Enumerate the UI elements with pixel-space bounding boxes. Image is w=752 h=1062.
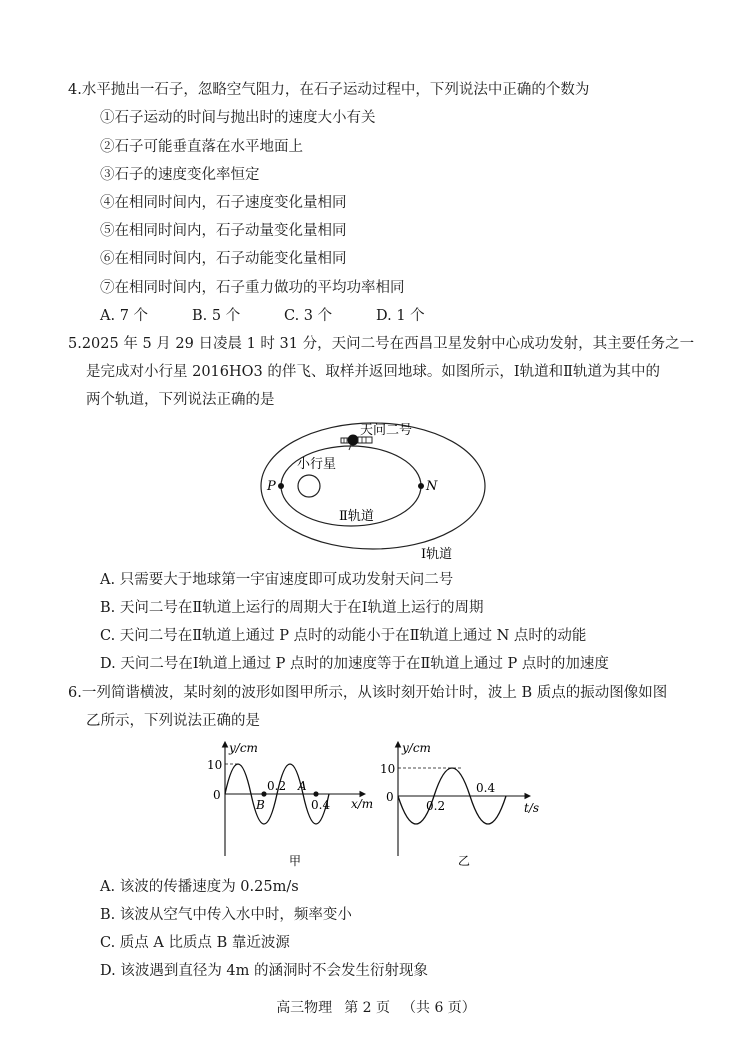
jia-point-a bbox=[313, 791, 318, 796]
orbit-2-label: Ⅱ轨道 bbox=[339, 509, 374, 524]
q5-stem-line1: 5.2025 年 5 月 29 日凌晨 1 时 31 分，天问二号在西昌卫星发射中心成功发射，其主要任务之一 bbox=[68, 336, 695, 352]
point-n-dot bbox=[418, 483, 424, 489]
q4-statement-2: ②石子可能垂直落在水平地面上 bbox=[100, 139, 303, 155]
yi-ytick: 10 bbox=[380, 762, 396, 776]
q4-stem: 4.水平抛出一石子，忽略空气阻力，在石子运动过程中，下列说法中正确的个数为 bbox=[68, 82, 590, 98]
q4-statement-7: ⑦在相同时间内，石子重力做功的平均功率相同 bbox=[100, 280, 405, 296]
jia-point-b bbox=[261, 791, 266, 796]
orbit-diagram bbox=[255, 418, 515, 566]
yi-caption: 乙 bbox=[458, 854, 471, 868]
jia-label-a: A bbox=[298, 779, 307, 793]
point-p-label: P bbox=[267, 479, 276, 494]
orbit-1 bbox=[261, 423, 485, 549]
q4-option-d[interactable]: D. 1 个 bbox=[376, 308, 425, 324]
q4-statement-5: ⑤在相同时间内，石子动量变化量相同 bbox=[100, 223, 347, 239]
q4-options bbox=[100, 306, 425, 326]
q6-option-b[interactable]: B. 该波从空气中传入水中时，频率变小 bbox=[100, 907, 352, 923]
q4-statement-1: ①石子运动的时间与抛出时的速度大小有关 bbox=[100, 110, 376, 126]
jia-caption: 甲 bbox=[289, 854, 302, 868]
footer-page: 第 2 页 bbox=[344, 1000, 390, 1016]
graph-jia bbox=[205, 738, 375, 868]
yi-tick2: 0.4 bbox=[476, 781, 496, 795]
jia-label-b: B bbox=[256, 798, 265, 812]
page-footer bbox=[0, 997, 752, 1017]
q5-option-c[interactable]: C. 天问二号在Ⅱ轨道上通过 P 点时的动能小于在Ⅱ轨道上通过 N 点时的动能 bbox=[100, 628, 587, 644]
q6-option-d[interactable]: D. 该波遇到直径为 4m 的涵洞时不会发生衍射现象 bbox=[100, 963, 429, 979]
jia-ylabel: y/cm bbox=[229, 741, 258, 755]
yi-ylabel: y/cm bbox=[402, 741, 431, 755]
q4-option-c[interactable]: C. 3 个 bbox=[284, 308, 333, 324]
q5-stem-line2: 是完成对小行星 2016HO3 的伴飞、取样并返回地球。如图所示，Ⅰ轨道和Ⅱ轨道为其中的 bbox=[86, 364, 660, 380]
jia-xlabel: x/m bbox=[351, 797, 374, 811]
probe-label: 天问二号 bbox=[360, 423, 413, 438]
q6-stem-line2: 乙所示，下列说法正确的是 bbox=[86, 713, 260, 729]
yi-xlabel: t/s bbox=[524, 801, 540, 815]
asteroid bbox=[298, 475, 320, 497]
q5-option-b[interactable]: B. 天问二号在Ⅱ轨道上运行的周期大于在Ⅰ轨道上运行的周期 bbox=[100, 600, 484, 616]
point-p-dot bbox=[278, 483, 284, 489]
asteroid-label: 小行星 bbox=[297, 457, 337, 472]
q4-statement-6: ⑥在相同时间内，石子动能变化量相同 bbox=[100, 251, 347, 267]
point-n-label: N bbox=[426, 479, 438, 494]
footer-total: （共 6 页） bbox=[402, 1000, 476, 1016]
graph-yi bbox=[380, 738, 545, 868]
q4-statement-3: ③石子的速度变化率恒定 bbox=[100, 167, 260, 183]
jia-tick1: 0.2 bbox=[267, 779, 287, 793]
q6-option-c[interactable]: C. 质点 A 比质点 B 靠近波源 bbox=[100, 935, 290, 951]
q6-option-a[interactable]: A. 该波的传播速度为 0.25m/s bbox=[100, 879, 299, 895]
jia-ytick: 10 bbox=[207, 758, 223, 772]
q6-stem-line1: 6.一列简谐横波，某时刻的波形如图甲所示，从该时刻开始计时，波上 B 质点的振动图像如图 bbox=[68, 685, 668, 701]
q5-option-a[interactable]: A. 只需要大于地球第一宇宙速度即可成功发射天问二号 bbox=[100, 572, 454, 588]
q5-option-d[interactable]: D. 天问二号在Ⅰ轨道上通过 P 点时的加速度等于在Ⅱ轨道上通过 P 点时的加速度 bbox=[100, 656, 609, 672]
orbit-1-label: Ⅰ轨道 bbox=[421, 547, 453, 562]
q5-stem-line3: 两个轨道，下列说法正确的是 bbox=[86, 392, 275, 408]
yi-tick1: 0.2 bbox=[426, 799, 446, 813]
yi-origin: 0 bbox=[386, 790, 394, 804]
footer-subject: 高三物理 bbox=[276, 1000, 333, 1016]
q4-statement-4: ④在相同时间内，石子速度变化量相同 bbox=[100, 195, 347, 211]
jia-tick2: 0.4 bbox=[311, 798, 331, 812]
jia-origin: 0 bbox=[213, 788, 221, 802]
q4-option-b[interactable]: B. 5 个 bbox=[192, 308, 241, 324]
q4-option-a[interactable]: A. 7 个 bbox=[100, 308, 149, 324]
